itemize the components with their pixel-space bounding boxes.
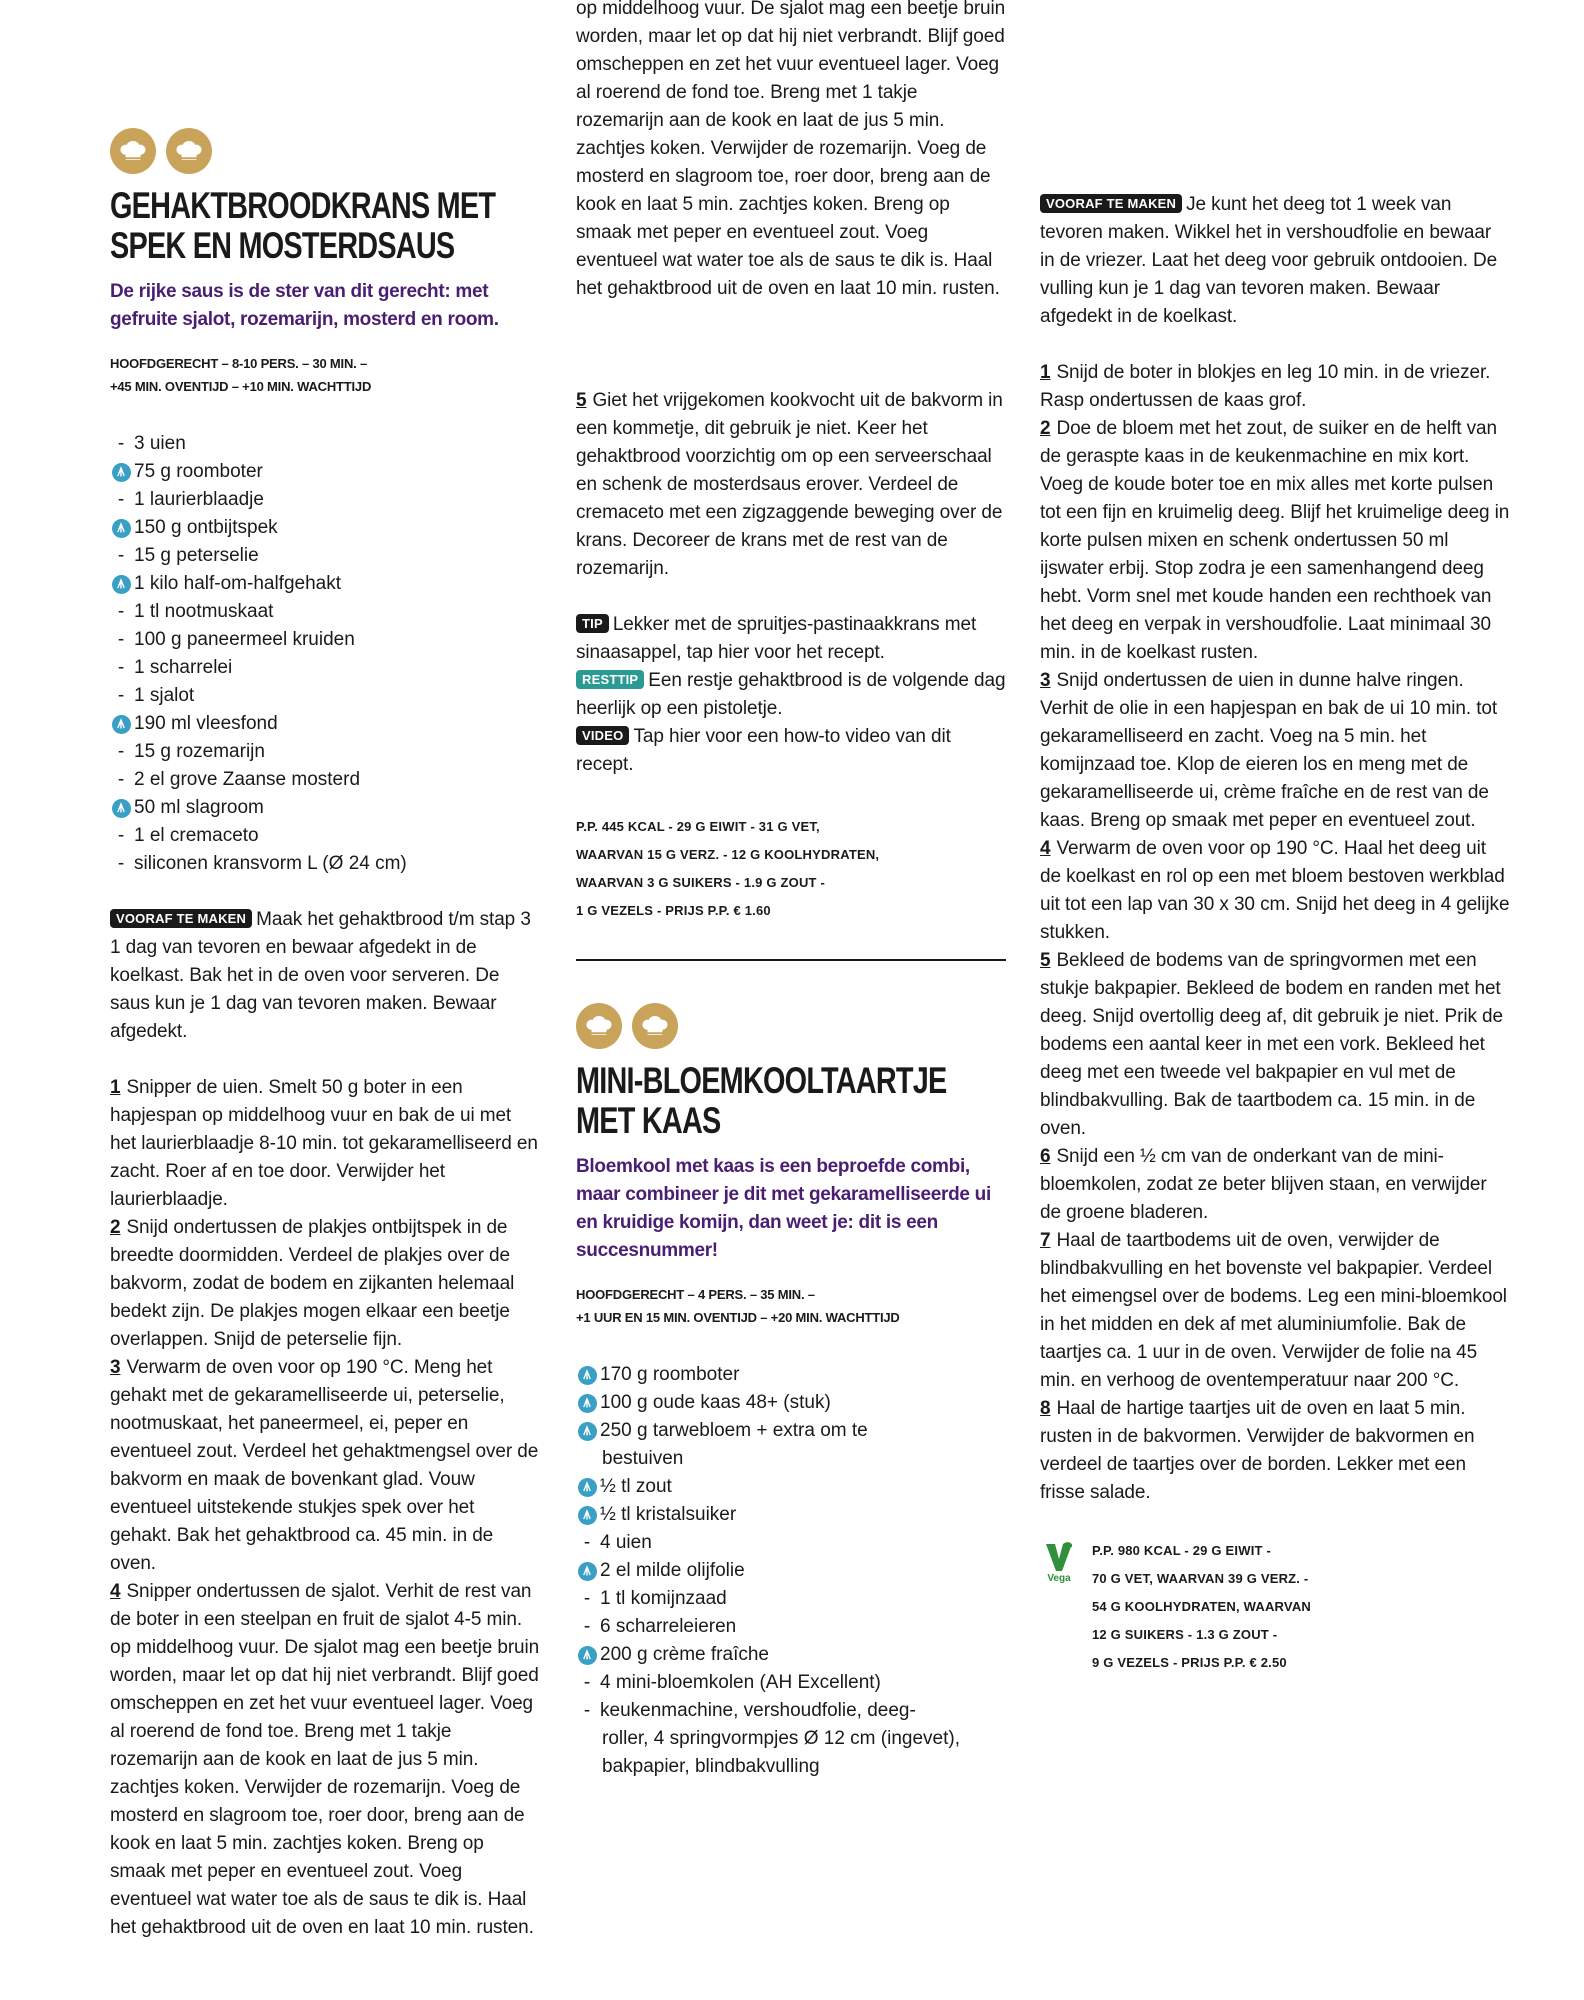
- tip-tag: TIP: [576, 614, 609, 633]
- ingredient-text: 1 tl nootmuskaat: [134, 601, 274, 622]
- step: [1040, 1143, 1510, 1227]
- ingredient-text: keukenmachine, vershoudfolie, deeg-: [600, 1700, 916, 1721]
- video-link[interactable]: Tap hier voor een how-to video van dit recept.: [576, 726, 951, 775]
- vega-nutrition: [1040, 1537, 1510, 1677]
- ah-product-icon: [576, 1422, 598, 1441]
- step-text: Snipper de uien. Smelt 50 g boter in een hapjespan op middelhoog vuur en bak de ui met het laurierblaadje 8-10 min. tot gekaramelliseerd en zacht. Roer af en toe door. Verwijder het laurierblaadje.: [110, 1077, 538, 1210]
- ingredient-item: [110, 458, 540, 486]
- ingredient-item: [576, 1389, 1006, 1417]
- dash-bullet: -: [117, 601, 125, 622]
- title-line: SPEK EN MOSTERDSAUS: [110, 225, 455, 266]
- step-text: Giet het vrijgekomen kookvocht uit de bakvorm in een kommetje, dit gebruik je niet. Keer het gehaktbrood voorzichtig om op een serveerschaal en schenk de mosterdsaus erover. Verdeel de cremaceto met een zigzaggende beweging over de krans. Decoreer de krans met de rest van de rozemarijn.: [576, 390, 1003, 579]
- ingredient-text: 50 ml slagroom: [134, 797, 264, 818]
- steps-part-1: [110, 1074, 540, 1938]
- ingredient-item: [576, 1753, 1006, 1781]
- ingredient-text: 4 mini-bloemkolen (AH Excellent): [600, 1672, 881, 1693]
- ingredient-text: 1 kilo half-om-halfgehakt: [134, 573, 341, 594]
- ingredient-text: 190 ml vleesfond: [134, 713, 278, 734]
- ah-product-icon: [110, 463, 132, 482]
- meta-line: +1 UUR EN 15 MIN. OVENTIJD – +20 MIN. WACHTTIJD: [576, 1310, 900, 1325]
- ingredient-item: [576, 1361, 1006, 1389]
- step-text: Verwarm de oven voor op 190 °C. Haal het deeg uit de koelkast en rol op een met bloem bestoven werkblad uit tot een lap van 30 x 30 cm. Snijd het deeg in 4 gelijke stukken.: [1040, 838, 1510, 943]
- nutrition-line: WAARVAN 3 G SUIKERS - 1.9 G ZOUT -: [576, 875, 826, 890]
- ingredient-text: 1 el cremaceto: [134, 825, 259, 846]
- dash-bullet: -: [117, 853, 125, 874]
- ingredient-text: bakpapier, blindbakvulling: [602, 1756, 820, 1777]
- ingredient-item: [576, 1641, 1006, 1669]
- ingredient-item: [110, 682, 540, 710]
- vooraf-text: Je kunt het deeg tot 1 week van tevoren maken. Wikkel het in vershoudfolie en bewaar in de vriezer. Laat het deeg voor gebruik ontdooien. De vulling kun je 1 dag van tevoren maken. Bewaar afgedekt in de koelkast.: [1040, 194, 1498, 327]
- step: [576, 387, 1006, 583]
- step: [110, 1214, 540, 1354]
- vooraf-note: [1040, 191, 1510, 331]
- recipe-intro: Bloemkool met kaas is een beproefde combi, maar combineer je dit met gekaramelliseerde ui en kruidige komijn, dan weet je: dit is een succesnummer!: [576, 1156, 991, 1261]
- vooraf-tag: VOORAF TE MAKEN: [1040, 194, 1182, 213]
- title-line: MET KAAS: [576, 1100, 721, 1141]
- nutrition-line: P.P. 980 KCAL - 29 G EIWIT -: [1092, 1543, 1271, 1558]
- step-number: 1: [1040, 362, 1051, 383]
- ingredient-text: 15 g rozemarijn: [134, 741, 265, 762]
- ingredient-text: bestuiven: [602, 1448, 684, 1469]
- step-text: Bekleed de bodems van de springvormen met een stukje bakpapier. Bekleed de bodem en randen met het deeg. Snijd overtollig deeg af, dit gebruik je niet. Prik de bodems een aantal keer in met een vork. Bekleed het deeg met een tweede vel bakpapier en vul met de blindbakvulling. Bak de taartbodem ca. 15 min. in de oven.: [1040, 950, 1503, 1139]
- dash-bullet: -: [117, 629, 125, 650]
- nutrition-info: [576, 813, 1006, 925]
- recipe-meta: [576, 1283, 1006, 1329]
- step-text: Snijd een ½ cm van de onderkant van de mini-bloemkolen, zodat ze beter blijven staan, en verwijder de groene bladeren.: [1040, 1146, 1487, 1223]
- step-text: Haal de taartbodems uit de oven, verwijder de blindbakvulling en het bovenste vel bakpapier. Verdeel het eimengsel over de bodems. Leg een mini-bloemkool in het midden en dek af met aluminiumfolie. Bak de taartjes ca. 1 uur in de oven. Verwijder de folie na 45 min. en verhoog de oventemperatuur naar 200 °C.: [1040, 1230, 1507, 1391]
- ingredient-item: [110, 738, 540, 766]
- ingredient-item: [110, 822, 540, 850]
- nutrition-line: 54 G KOOLHYDRATEN, WAARVAN: [1092, 1599, 1311, 1614]
- dash-bullet: -: [117, 489, 125, 510]
- step-number: 2: [1040, 418, 1051, 439]
- ingredient-item: [110, 598, 540, 626]
- meta-line: HOOFDGERECHT – 4 PERS. – 35 MIN. –: [576, 1287, 815, 1302]
- ingredient-item: [576, 1501, 1006, 1529]
- ingredient-list: [576, 1361, 1006, 1781]
- ingredient-text: 4 uien: [600, 1532, 652, 1553]
- ingredient-item: [110, 486, 540, 514]
- step: [1040, 415, 1510, 667]
- ingredient-item: [110, 430, 540, 458]
- steps: [1040, 359, 1510, 1507]
- vega-label: Vega: [1047, 1573, 1071, 1584]
- video-note: [576, 723, 1006, 779]
- title-line: MINI-BLOEMKOOLTAARTJE: [576, 1060, 947, 1101]
- ingredient-text: 150 g ontbijtspek: [134, 517, 278, 538]
- step-text: Snijd ondertussen de plakjes ontbijtspek in de breedte doormidden. Verdeel de plakjes over de bakvorm, zodat de bodem en zijkanten helemaal bedekt zijn. De plakjes mogen elkaar een beetje overlappen. Snijd de peterselie fijn.: [110, 1217, 515, 1350]
- tip-text[interactable]: Lekker met de spruitjes-pastinaakkrans met sinaasappel, tap hier voor het recept.: [576, 614, 977, 663]
- ingredient-text: 100 g paneermeel kruiden: [134, 629, 355, 650]
- step-text: Haal de hartige taartjes uit de oven en laat 5 min. rusten in de bakvormen. Verwijder de bakvormen en verdeel de taartjes over de borden. Lekker met een frisse salade.: [1040, 1398, 1475, 1503]
- vega-icon: [1040, 1541, 1078, 1585]
- ingredient-text: 6 scharreleieren: [600, 1616, 737, 1637]
- step-text: Snijd de boter in blokjes en leg 10 min. in de vriezer. Rasp ondertussen de kaas grof.: [1040, 362, 1491, 411]
- column-2: [576, 0, 1006, 1781]
- vooraf-text: Maak het gehaktbrood t/m stap 3 1 dag van tevoren en bewaar afgedekt in de koelkast. Bak het in de oven voor serveren. De saus kun je 1 dag van tevoren maken. Bewaar afgedekt.: [110, 909, 531, 1042]
- dash-bullet: -: [117, 433, 125, 454]
- step: [1040, 947, 1510, 1143]
- step-number: 3: [1040, 670, 1051, 691]
- nutrition-line: 12 G SUIKERS - 1.3 G ZOUT -: [1092, 1627, 1278, 1642]
- step: [1040, 835, 1510, 947]
- ingredient-text: 2 el grove Zaanse mosterd: [134, 769, 361, 790]
- ingredient-text: 1 sjalot: [134, 685, 195, 706]
- resttip-tag: RESTTIP: [576, 670, 644, 689]
- step: [1040, 1227, 1510, 1395]
- column-1: [110, 128, 540, 1938]
- steps-part-2: [576, 0, 1006, 583]
- ingredient-item: [576, 1473, 1006, 1501]
- nutrition-line: 70 G VET, WAARVAN 39 G VERZ. -: [1092, 1571, 1309, 1586]
- ingredient-item: [110, 626, 540, 654]
- ingredient-item: [576, 1557, 1006, 1585]
- nutrition-line: 9 G VEZELS - PRIJS P.P. € 2.50: [1092, 1655, 1287, 1670]
- ingredient-item: [110, 794, 540, 822]
- ingredient-item: [576, 1417, 1006, 1445]
- difficulty-badges: [110, 128, 540, 174]
- dash-bullet: -: [117, 685, 125, 706]
- ah-product-icon: [576, 1394, 598, 1413]
- ingredient-item: [110, 850, 540, 878]
- ingredient-text: 170 g roomboter: [600, 1364, 740, 1385]
- step: [110, 1354, 540, 1578]
- ingredient-item: [110, 542, 540, 570]
- dash-bullet: -: [117, 545, 125, 566]
- chef-hat-icon: [576, 1003, 622, 1049]
- step-number: 4: [1040, 838, 1051, 859]
- step-text: Doe de bloem met het zout, de suiker en de helft van de geraspte kaas in de keukenmachine en mix kort. Voeg de koude boter toe en mix alles met korte pulsen tot een fijn en kruimelig deeg. Blijf het kruimelige deeg in korte pulsen mixen en schenk ondertussen 50 ml ijswater erbij. Stop zodra je een samenhangend deeg hebt. Vorm snel met koude handen een rechthoek van het deeg en verpak in vershoudfolie. Laat minimaal 30 min. in de koelkast rusten.: [1040, 418, 1510, 663]
- nutrition-line: P.P. 445 KCAL - 29 G EIWIT - 31 G VET,: [576, 819, 820, 834]
- step-number: 5: [1040, 950, 1051, 971]
- meta-line: +45 MIN. OVENTIJD – +10 MIN. WACHTTIJD: [110, 379, 372, 394]
- ingredient-item: [110, 654, 540, 682]
- dash-bullet: -: [583, 1588, 591, 1609]
- dash-bullet: -: [117, 769, 125, 790]
- ingredient-item: [110, 766, 540, 794]
- meta-line: HOOFDGERECHT – 8-10 PERS. – 30 MIN. –: [110, 356, 368, 371]
- ingredient-text: ½ tl zout: [600, 1476, 672, 1497]
- ingredient-text: 75 g roomboter: [134, 461, 263, 482]
- ingredient-list: [110, 430, 540, 878]
- ah-product-icon: [576, 1478, 598, 1497]
- ingredient-text: 15 g peterselie: [134, 545, 259, 566]
- ingredient-item: [110, 514, 540, 542]
- step-number: 1: [110, 1077, 121, 1098]
- ingredient-item: [110, 710, 540, 738]
- chef-hat-icon: [166, 128, 212, 174]
- step-number: 6: [1040, 1146, 1051, 1167]
- ingredient-item: [576, 1585, 1006, 1613]
- step-text: Verwarm de oven voor op 190 °C. Meng het gehakt met de gekaramelliseerde ui, peterselie, nootmuskaat, het paneermeel, ei, peper en eventueel zout. Verdeel het gehaktmengsel over de bakvorm en maak de bovenkant glad. Vouw eventueel uitstekende stukjes spek over het gehakt. Bak het gehaktbrood ca. 45 min. in de oven.: [110, 1357, 539, 1574]
- video-tag: VIDEO: [576, 726, 629, 745]
- recipe-meta: [110, 352, 540, 398]
- step-continued: [576, 0, 1006, 387]
- ah-product-icon: [110, 715, 132, 734]
- ingredient-item: [576, 1445, 1006, 1473]
- step-number: 5: [576, 390, 587, 411]
- ah-product-icon: [576, 1562, 598, 1581]
- nutrition-line: 1 G VEZELS - PRIJS P.P. € 1.60: [576, 903, 771, 918]
- ingredient-text: roller, 4 springvormpjes Ø 12 cm (ingevet),: [602, 1728, 960, 1749]
- step: [1040, 1395, 1510, 1507]
- recipe-title: [110, 186, 547, 266]
- vooraf-tag: VOORAF TE MAKEN: [110, 909, 252, 928]
- ingredient-text: 2 el milde olijfolie: [600, 1560, 745, 1581]
- ah-product-icon: [110, 799, 132, 818]
- resttip-text: Een restje gehaktbrood is de volgende dag heerlijk op een pistoletje.: [576, 670, 1006, 719]
- dash-bullet: -: [583, 1700, 591, 1721]
- ingredient-item: [576, 1669, 1006, 1697]
- vooraf-note: [110, 906, 540, 1046]
- step-number: 2: [110, 1217, 121, 1238]
- recipe-intro: De rijke saus is de ster van dit gerecht: met gefruite sjalot, rozemarijn, mosterd en room.: [110, 281, 499, 330]
- ah-product-icon: [576, 1506, 598, 1525]
- ingredient-text: ½ tl kristalsuiker: [600, 1504, 737, 1525]
- ah-product-icon: [110, 519, 132, 538]
- dash-bullet: -: [583, 1532, 591, 1553]
- dash-bullet: -: [117, 657, 125, 678]
- nutrition-line: WAARVAN 15 G VERZ. - 12 G KOOLHYDRATEN,: [576, 847, 880, 862]
- dash-bullet: -: [583, 1616, 591, 1637]
- step: [1040, 667, 1510, 835]
- step-number: 3: [110, 1357, 121, 1378]
- step-number: 4: [110, 1581, 121, 1602]
- dash-bullet: -: [117, 825, 125, 846]
- tips: [576, 611, 1006, 779]
- step-number: 7: [1040, 1230, 1051, 1251]
- ah-product-icon: [110, 575, 132, 594]
- ingredient-item: [576, 1697, 1006, 1725]
- v-leaf-icon: [1044, 1541, 1074, 1573]
- ingredient-text: 3 uien: [134, 433, 186, 454]
- ingredient-text: 100 g oude kaas 48+ (stuk): [600, 1392, 831, 1413]
- ingredient-text: 200 g crème fraîche: [600, 1644, 769, 1665]
- ingredient-text: siliconen kransvorm L (Ø 24 cm): [134, 853, 407, 874]
- chef-hat-icon: [110, 128, 156, 174]
- difficulty-badges: [576, 1003, 1006, 1049]
- step: [110, 1578, 540, 1938]
- step-text: op middelhoog vuur. De sjalot mag een beetje bruin worden, maar let op dat hij niet verbrandt. Blijf goed omscheppen en zet het vuur eventueel lager. Voeg al roerend de fond toe. Breng met 1 takje rozemarijn aan de kook en laat de jus 5 min. zachtjes koken. Verwijder de rozemarijn. Voeg de mosterd en slagroom toe, roer door, breng aan de kook en laat 5 min. zachtjes koken. Breng op smaak met peper en eventueel zout. Voeg eventueel wat water toe als de saus te dik is. Haal het gehaktbrood uit de oven en laat 10 min. rusten.: [576, 0, 1006, 299]
- section-divider: [576, 959, 1006, 961]
- step-text: Snijd ondertussen de uien in dunne halve ringen. Verhit de olie in een hapjespan en bak de ui 10 min. tot gekaramelliseerd en zacht. Voeg na 5 min. het komijnzaad toe. Klop de eieren los en meng met de gekaramelliseerde ui, crème fraîche en de rest van de kaas. Breng op smaak met peper en eventueel zout.: [1040, 670, 1498, 831]
- ingredient-item: [576, 1613, 1006, 1641]
- nutrition-info: [1092, 1537, 1311, 1677]
- title-line: GEHAKTBROODKRANS MET: [110, 185, 496, 226]
- step: [1040, 359, 1510, 415]
- column-3: [1040, 191, 1510, 1677]
- ingredient-item: [576, 1725, 1006, 1753]
- step-text: Snipper ondertussen de sjalot. Verhit de rest van de boter in een steelpan en fruit de sjalot 4-5 min. op middelhoog vuur. De sjalot mag een beetje bruin worden, maar let op dat hij niet verbrandt. Blijf goed omscheppen en zet het vuur eventueel lager. Voeg al roerend de fond toe. Breng met 1 takje rozemarijn aan de kook en laat de jus 5 min. zachtjes koken. Verwijder de rozemarijn. Voeg de mosterd en slagroom toe, roer door, breng aan de kook en laat 5 min. zachtjes koken. Breng op smaak met peper en eventueel zout. Voeg eventueel wat water toe als de saus te dik is. Haal het gehaktbrood uit de oven en laat 10 min. rusten.: [110, 1581, 540, 1938]
- step: [110, 1074, 540, 1214]
- chef-hat-icon: [632, 1003, 678, 1049]
- ingredient-text: 1 tl komijnzaad: [600, 1588, 727, 1609]
- ingredient-text: 1 scharrelei: [134, 657, 233, 678]
- recipe-title: [576, 1061, 1013, 1141]
- ingredient-text: 1 laurierblaadje: [134, 489, 264, 510]
- step-number: 8: [1040, 1398, 1051, 1419]
- ingredient-text: 250 g tarwebloem + extra om te: [600, 1420, 868, 1441]
- ah-product-icon: [576, 1366, 598, 1385]
- tip-note: [576, 611, 1006, 667]
- dash-bullet: -: [583, 1672, 591, 1693]
- ingredient-item: [576, 1529, 1006, 1557]
- step-4-continuation: [576, 0, 1006, 303]
- dash-bullet: -: [117, 741, 125, 762]
- resttip-note: [576, 667, 1006, 723]
- ingredient-item: [110, 570, 540, 598]
- ah-product-icon: [576, 1646, 598, 1665]
